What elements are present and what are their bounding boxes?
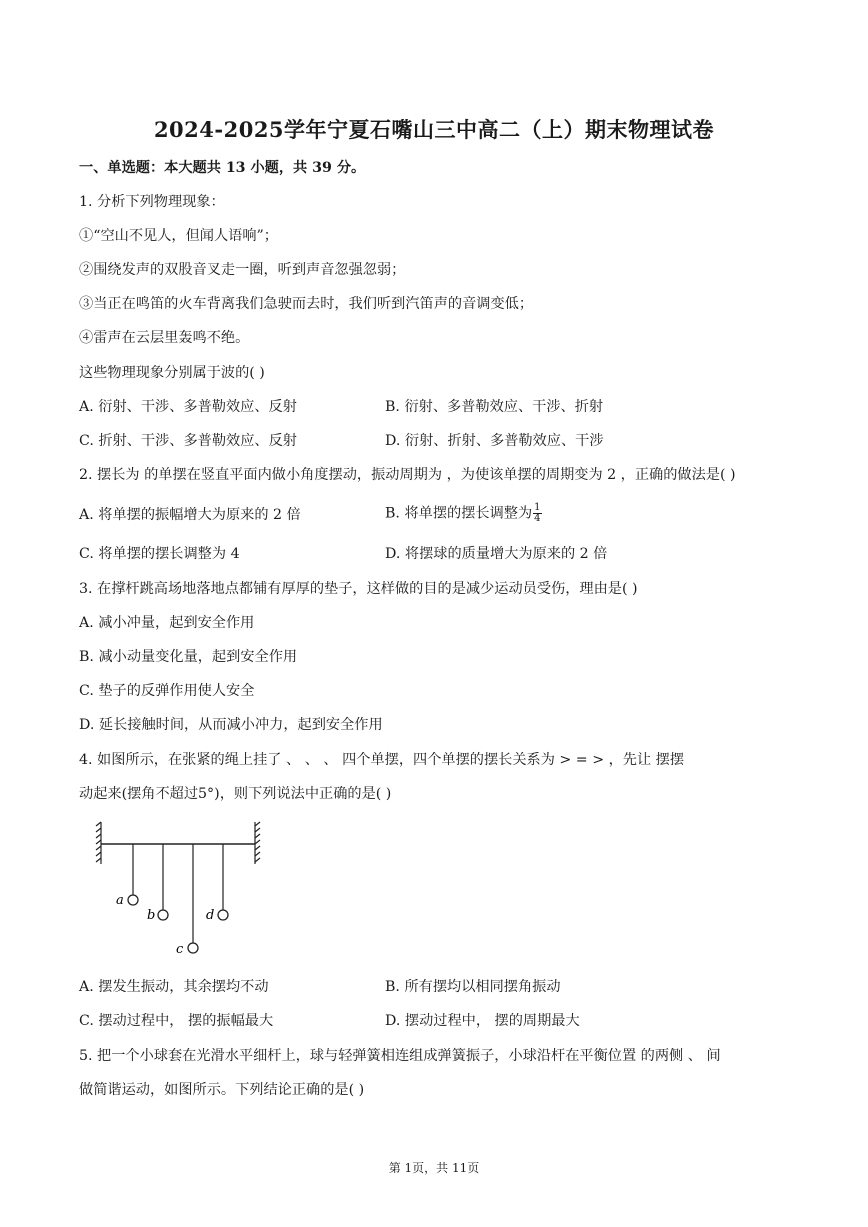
q5-stem-line-1: 5. 把一个小球套在光滑水平细杆上，球与轻弹簧相连组成弹簧振子，小球沿杆在平衡位置 的两侧 、 间 [79,1048,721,1064]
right-wall [255,822,260,864]
q2-option-b[interactable] [385,503,542,524]
fraction-denominator: 4 [534,513,541,524]
q2-option-b-text: B. 将单摆的摆长调整为 [385,505,533,522]
page-footer: 第 1页，共 11页 [388,1161,480,1175]
section-heading: 一、单选题：本大题共 13 小题，共 39 分。 [79,160,366,176]
exam-title: 2024-2025学年宁夏石嘴山三中高二（上）期末物理试卷 [153,117,715,142]
q1-item-4: ④雷声在云层里轰鸣不绝。 [79,330,250,346]
q3-option-c[interactable]: C. 垫子的反弹作用使人安全 [79,683,255,699]
pendulum-d [206,844,228,923]
pendulum-a [116,844,138,908]
q2-stem: 2. 摆长为 的单摆在竖直平面内做小角度摆动，振动周期为 ，为使该单摆的周期变为 2 ，正确的做法是( ) [79,467,736,483]
q1-option-a[interactable]: A. 衍射、干涉、多普勒效应、反射 [79,399,297,415]
q2-option-c[interactable]: C. 将单摆的摆长调整为 4 [79,546,240,562]
q4-option-d[interactable]: D. 摆动过程中， 摆的周期最大 [385,1013,580,1029]
q4-option-b[interactable]: B. 所有摆均以相同摆角振动 [385,979,561,995]
q4-option-c[interactable]: C. 摆动过程中， 摆的振幅最大 [79,1013,274,1029]
label-b: b [147,908,156,923]
q3-stem: 3. 在撑杆跳高场地落地点都铺有厚厚的垫子，这样做的目的是减少运动员受伤，理由是( ) [79,581,638,597]
label-d: d [206,908,215,923]
q2-option-d[interactable]: D. 将摆球的质量增大为原来的 2 倍 [385,546,608,562]
q1-item-2: ②围绕发声的双股音叉走一圈，听到声音忽强忽弱； [79,262,406,278]
q1-item-3: ③当正在鸣笛的火车背离我们急驶而去时，我们听到汽笛声的音调变低； [79,296,534,312]
q5-stem-line-2: 做简谐运动，如图所示。下列结论正确的是( ) [79,1082,365,1098]
fraction [533,503,541,524]
q4-option-a[interactable]: A. 摆发生振动，其余摆均不动 [79,979,269,995]
fraction-numerator: 1 [534,502,541,513]
q3-option-d[interactable]: D. 延长接触时间，从而减小冲力，起到安全作用 [79,717,383,733]
pendulum-figure [95,818,270,958]
q2-option-a[interactable]: A. 将单摆的振幅增大为原来的 2 倍 [79,507,301,523]
q1-stem: 1. 分析下列物理现象： [79,194,225,210]
pendulum-b [147,844,168,923]
pendulum-c [176,844,198,957]
left-wall [96,822,101,864]
q3-option-a[interactable]: A. 减小冲量，起到安全作用 [79,615,255,631]
q1-option-b[interactable]: B. 衍射、多普勒效应、干涉、折射 [385,399,604,415]
q1-option-c[interactable]: C. 折射、干涉、多普勒效应、反射 [79,433,297,449]
q4-stem-line-2: 动起来(摆角不超过5°)，则下列说法中正确的是( ) [79,786,392,802]
label-c: c [176,942,184,957]
q1-option-d[interactable]: D. 衍射、折射、多普勒效应、干涉 [385,433,604,449]
label-a: a [116,893,124,908]
q1-ask: 这些物理现象分别属于波的( ) [79,365,265,381]
q1-item-1: ①“空山不见人，但闻人语响”； [79,228,278,244]
q4-stem-line-1: 4. 如图所示，在张紧的绳上挂了 、 、 、 四个单摆，四个单摆的摆长关系为 > = > ，先让 摆摆 [79,752,685,768]
q3-option-b[interactable]: B. 减小动量变化量，起到安全作用 [79,649,298,665]
